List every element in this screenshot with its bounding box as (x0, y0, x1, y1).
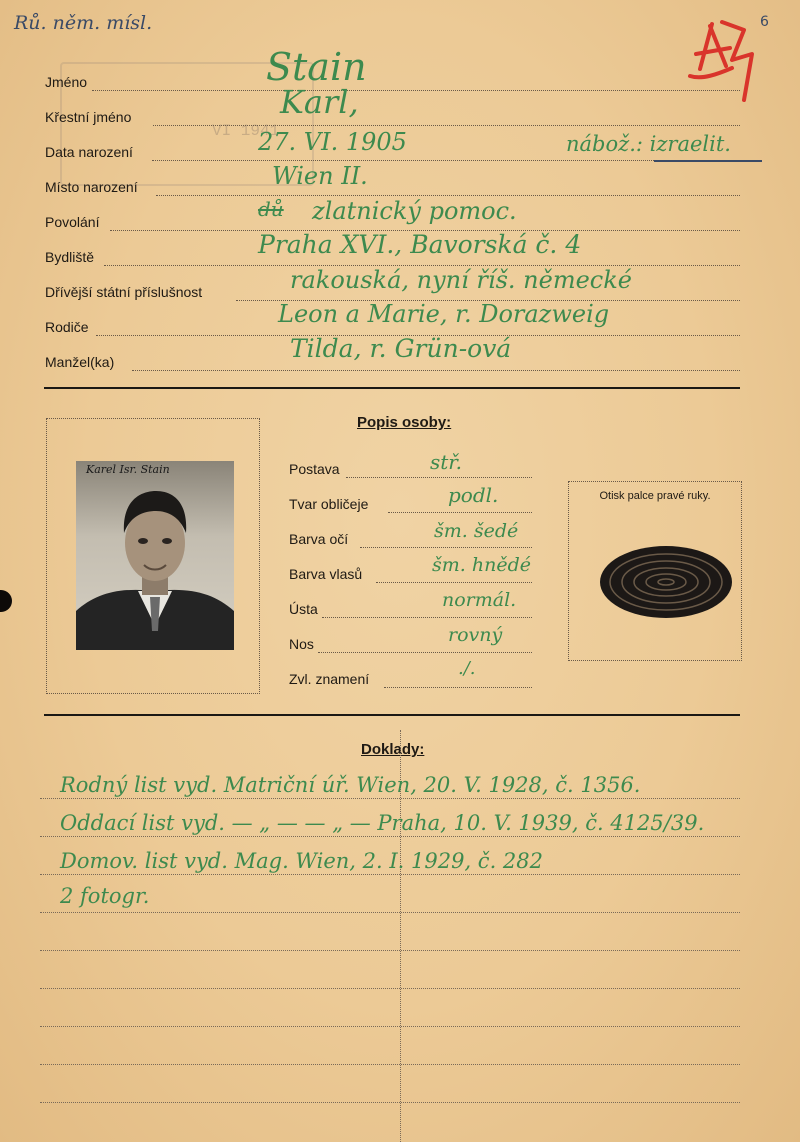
rule (156, 195, 740, 196)
value-birth-date: 27. VI. 1905 (258, 128, 407, 156)
value-eye-color: šm. šedé (434, 520, 519, 542)
label-former-citizenship: Dřívější státní příslušnost (45, 284, 203, 300)
value-face-shape: podl. (448, 483, 499, 507)
rule (92, 90, 740, 91)
photo-signature: Karel Isr. Stain (86, 463, 170, 476)
rule (40, 988, 740, 989)
rule (40, 912, 740, 913)
value-first-name: Karl, (280, 83, 359, 121)
label-name: Jméno (45, 74, 88, 90)
value-hair-color: šm. hnědé (432, 554, 531, 576)
label-eye-color: Barva očí (289, 531, 349, 547)
rule (40, 950, 740, 951)
struck-word: dů (258, 197, 284, 221)
rule (318, 652, 532, 653)
rule (40, 836, 740, 837)
header-note: Rů. něm. mísl. (14, 12, 153, 34)
value-name: Stain (266, 45, 367, 89)
rule (322, 617, 532, 618)
label-build: Postava (289, 461, 340, 477)
document-line-4: 2 fotogr. (60, 884, 150, 908)
description-heading: Popis osoby: (357, 414, 452, 431)
stamp-text: VI 1941 (212, 122, 280, 140)
fingerprint-title: Otisk palce pravé ruky. (599, 490, 711, 502)
label-birth-place: Místo narození (45, 179, 138, 195)
rule (40, 1064, 740, 1065)
documents-heading: Doklady: (361, 741, 425, 758)
rule (153, 125, 740, 126)
label-occupation: Povolání (45, 214, 100, 230)
portrait-photo (76, 461, 234, 650)
label-nose: Nos (289, 636, 314, 652)
value-build: stř. (430, 450, 463, 474)
punch-hole (0, 590, 12, 612)
value-occupation: zlatnický pomoc. (312, 197, 517, 225)
label-marks: Zvl. znamení (289, 671, 370, 687)
section-divider (44, 387, 740, 389)
label-birth-date: Data narození (45, 144, 133, 160)
rule (40, 874, 740, 875)
label-first-name: Křestní jméno (45, 109, 132, 125)
rule (376, 582, 532, 583)
rule (132, 370, 740, 371)
value-mouth: normál. (442, 589, 517, 611)
value-religion: nábož.: izraelit. (566, 132, 731, 156)
corner-mark: 6 (760, 14, 769, 30)
rule (40, 798, 740, 799)
value-former-citizenship: rakouská, nyní říš. německé (290, 266, 632, 294)
label-face-shape: Tvar obličeje (289, 496, 369, 512)
portrait-image (76, 461, 234, 650)
value-residence: Praha XVI., Bavorská č. 4 (258, 230, 582, 259)
rule (360, 547, 532, 548)
rule (40, 1026, 740, 1027)
value-birth-place: Wien II. (272, 162, 368, 190)
section-divider (44, 714, 740, 716)
value-marks: ./. (458, 658, 476, 679)
rule (346, 477, 532, 478)
rule (388, 512, 532, 513)
document-line-3: Domov. list vyd. Mag. Wien, 2. I. 1929, č. 282 (60, 849, 543, 873)
label-parents: Rodiče (45, 319, 89, 335)
rule (384, 687, 532, 688)
label-residence: Bydliště (45, 249, 95, 265)
religion-underline (654, 160, 762, 162)
label-mouth: Ústa (289, 601, 318, 617)
fingerprint-image (596, 540, 742, 626)
value-parents: Leon a Marie, r. Dorazweig (278, 300, 610, 328)
rule (40, 1102, 740, 1103)
value-spouse: Tilda, r. Grün-ová (290, 334, 512, 363)
document-line-1: Rodný list vyd. Matriční úř. Wien, 20. V. 1928, č. 1356. (60, 773, 641, 797)
label-hair-color: Barva vlasů (289, 566, 363, 582)
value-nose: rovný (448, 624, 503, 646)
label-spouse: Manžel(ka) (45, 354, 115, 370)
document-line-2: Oddací list vyd. — „ — — „ — Praha, 10. V. 1939, č. 4125/39. (60, 811, 705, 835)
rule (152, 160, 740, 161)
